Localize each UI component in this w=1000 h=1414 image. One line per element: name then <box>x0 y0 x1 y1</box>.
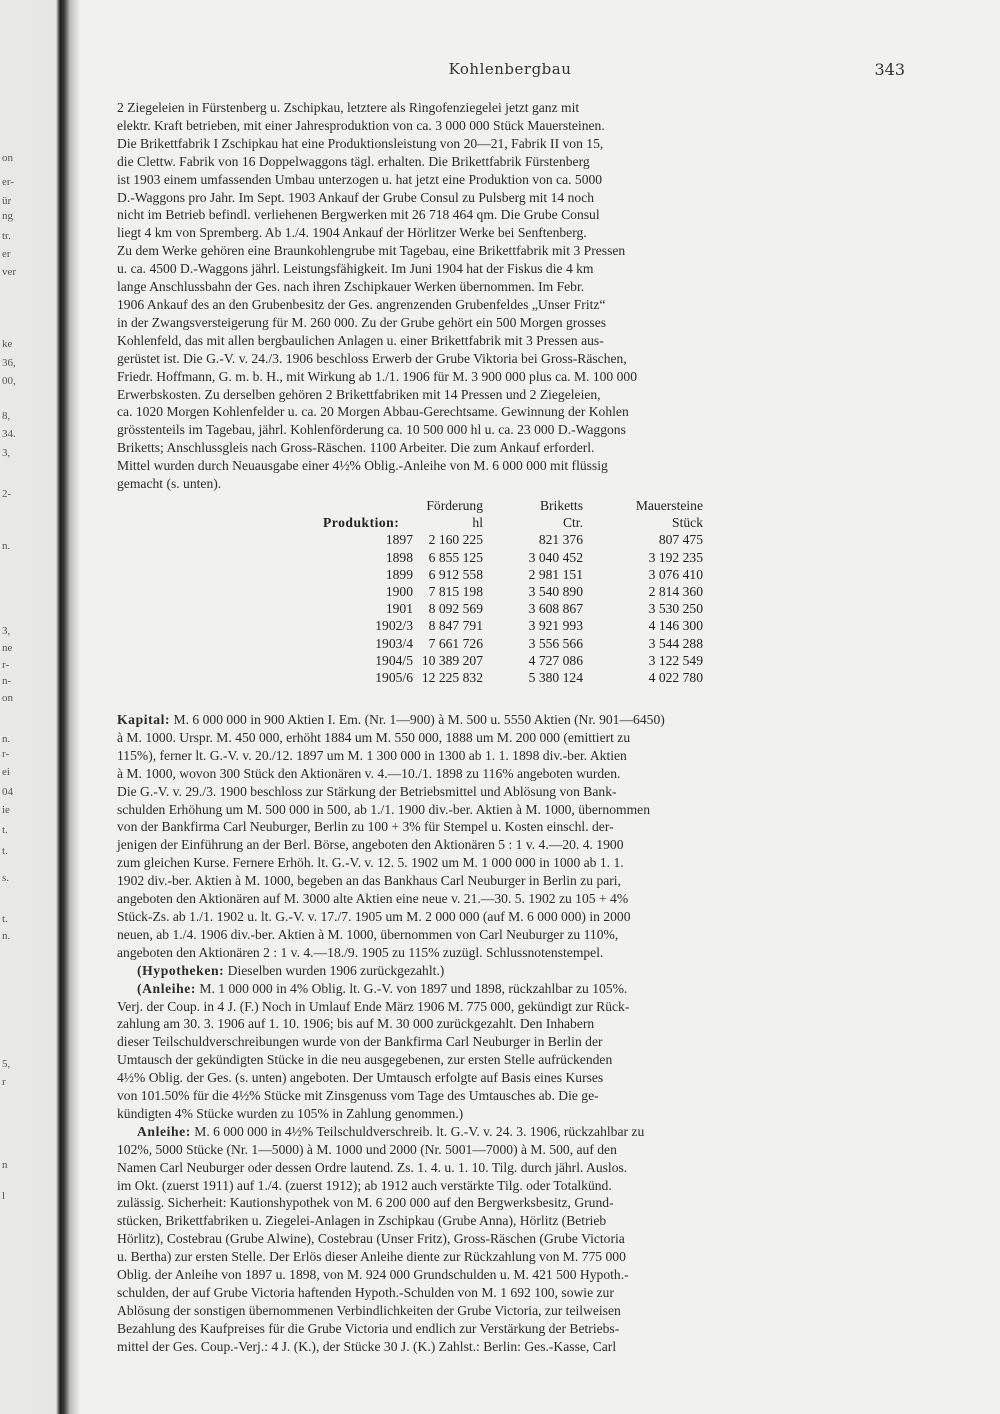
text-line: ist 1903 einem umfassenden Umbau unterzogen u. hat jetzt eine Produktion von ca. 5000 <box>117 171 603 187</box>
text-line: von 101.50% für die 4½% Stücke mit Zinsgenuss vom Tage des Umtausches ab. Die ge- <box>117 1088 599 1104</box>
value-cell: 3 122 549 <box>648 652 703 668</box>
margin-fragment: l <box>2 1190 6 1202</box>
margin-fragment: t. <box>2 845 8 857</box>
text-line: Ablösung der sonstigen übernommenen Verbindlichkeiten der Grube Victoria, zur teilweisen <box>117 1302 621 1318</box>
margin-fragment: n. <box>2 540 11 552</box>
text-line: kündigten 4% Stücke wurden zu 105% in Zahlung genommen.) <box>117 1105 464 1121</box>
header-cell: Mauersteine <box>635 498 703 513</box>
text-line: schulden, der auf Grube Victoria haftenden Hypoth.-Schulden von M. 1 692 100, sowie zur <box>117 1285 614 1300</box>
value-cell: 3 544 288 <box>648 635 703 651</box>
table-row <box>323 617 723 634</box>
text-line: lange Anschlussbahn der Ges. nach ihren Zschipkauer Werken übernommen. Im Febr. <box>117 279 585 295</box>
text-line: Umtausch der gekündigten Stücke in die neu ausgegebenen, zur ersten Stelle aufrückenden <box>117 1052 613 1068</box>
text-line: à M. 1000. Urspr. M. 450 000, erhöht 1884 um M. 550 000, 1888 um M. 200 000 (emittiert zu <box>117 729 631 745</box>
value-cell: 5 380 124 <box>528 669 583 685</box>
unit-cell: Ctr. <box>562 515 583 531</box>
production-label: Produktion: <box>323 515 400 531</box>
margin-fragment: ng <box>2 210 13 222</box>
value-cell: 3 076 410 <box>648 566 703 582</box>
unit-cell: Stück <box>672 515 703 531</box>
text-line: zulässig. Sicherheit: Kautionshypothek von M. 6 200 000 auf den Bergwerksbesitz, Grund- <box>117 1195 614 1211</box>
table-row <box>323 531 723 548</box>
production-table <box>323 497 723 686</box>
table-row <box>323 549 723 566</box>
text-line: zahlung am 30. 3. 1906 auf 1. 10. 1906; bis auf M. 30 000 zurückgezahlt. Den Inhabern <box>117 1016 595 1032</box>
margin-fragment: r- <box>2 748 10 760</box>
hypotheken-text: Dieselben wurden 1906 zurückgezahlt.) <box>224 962 445 978</box>
margin-fragment: ie <box>2 804 10 816</box>
anleihe-new-label: Anleihe: <box>137 1123 191 1139</box>
margin-fragment: t. <box>2 824 8 836</box>
value-cell: 7 661 726 <box>428 635 483 651</box>
text-line: neuen, ab 1./4. 1906 div.-ber. Aktien à M. 1000, übernommen von Carl Neuburger zu 110%, <box>117 926 619 942</box>
text-line: 4½% Oblig. der Ges. (s. unten) angeboten. Der Umtausch erfolgte auf Basis eines Kurses <box>117 1070 604 1086</box>
text-line: D.-Waggons pro Jahr. Im Sept. 1903 Ankauf der Grube Consul zu Pulsberg mit 14 noch <box>117 189 595 205</box>
margin-fragment: s. <box>2 872 10 884</box>
value-cell: 807 475 <box>658 532 703 548</box>
value-cell: 821 376 <box>538 532 583 548</box>
year-cell: 1905/6 <box>375 669 413 685</box>
text-line: im Okt. (zuerst 1911) auf 1./4. (zuerst 1912); ab 1912 auch verstärkte Tilg. oder Totalkünd. <box>117 1177 612 1193</box>
value-cell: 12 225 832 <box>421 669 483 685</box>
margin-fragment: ke <box>2 338 13 350</box>
text-line: Die G.-V. v. 29./3. 1900 beschloss zur Stärkung der Betriebsmittel und Ablösung von Bank- <box>117 783 617 799</box>
hypotheken-label: (Hypotheken: <box>137 962 225 978</box>
text-line: Hörlitz), Costebrau (Grube Alwine), Costebrau (Unser Fritz), Gross-Räschen (Grube Victoria <box>117 1231 625 1247</box>
value-cell: 6 855 125 <box>428 549 483 565</box>
margin-fragment: n. <box>2 930 11 942</box>
table-body <box>323 531 723 686</box>
margin-fragment: n. <box>2 733 11 745</box>
year-cell: 1900 <box>385 583 413 599</box>
text-line: mittel der Ges. Coup.-Verj.: 4 J. (K.), der Stücke 30 J. (K.) Zahlst.: Berlin: Ges.-Kasse, Carl <box>117 1338 617 1354</box>
margin-fragment: ei <box>2 766 10 778</box>
text-line: grösstenteils im Tagebau, jährl. Kohlenförderung ca. 10 500 000 hl u. ca. 23 000 D.-Waggons <box>117 422 626 438</box>
value-cell: 8 092 569 <box>428 601 483 617</box>
value-cell: 2 814 360 <box>648 583 703 599</box>
previous-page-margin <box>0 0 30 1414</box>
page-number: 343 <box>874 60 905 79</box>
value-cell: 6 912 558 <box>428 566 483 582</box>
anleihe-old-lines <box>117 998 907 1123</box>
year-cell: 1904/5 <box>375 652 413 668</box>
table-unit-row <box>323 514 723 531</box>
text-line: in der Zwangsversteigerung für M. 260 000. Zu der Grube gehört ein 500 Morgen grosses <box>117 314 607 330</box>
text-line: Zu dem Werke gehören eine Braunkohlengrube mit Tagebau, eine Brikettfabrik mit 3 Pressen <box>117 243 626 259</box>
text-line: Erwerbskosten. Zu derselben gehören 2 Brikettfabriken mit 14 Pressen und 2 Ziegeleien, <box>117 386 601 402</box>
text-line: Verj. der Coup. in 4 J. (F.) Noch in Umlauf Ende März 1906 M. 775 000, gekündigt zur Rück- <box>117 998 630 1014</box>
margin-fragment: n <box>2 1159 8 1171</box>
value-cell: 3 608 867 <box>528 601 583 617</box>
table-row <box>323 583 723 600</box>
text-line: liegt 4 km von Spremberg. Ab 1./4. 1904 Ankauf der Hörlitzer Werke bei Senftenberg. <box>117 225 587 241</box>
text-line: nicht im Betrieb befindl. verliehenen Bergwerken mit 26 718 464 qm. Die Grube Consul <box>117 207 600 223</box>
text-line: stücken, Brikettfabriken u. Ziegelei-Anlagen in Zschipkau (Grube Anna), Hörlitz (Betrieb <box>117 1213 607 1229</box>
table-header-row <box>323 497 723 514</box>
margin-fragment: 00, <box>2 375 16 387</box>
text-line: Namen Carl Neuburger oder dessen Ordre lautend. Zs. 1. 4. u. 1. 10. Tilg. durch jährl. Auslos. <box>117 1159 628 1175</box>
margin-fragment: 3, <box>2 625 11 637</box>
value-cell: 2 160 225 <box>428 532 483 548</box>
value-cell: 3 530 250 <box>648 601 703 617</box>
running-head: Kohlenbergbau <box>448 60 572 78</box>
text-line: 115%), ferner lt. G.-V. v. 20./12. 1897 um M. 1 300 000 in 1300 ab 1. 1. 1898 div.-ber. Aktien <box>117 747 627 763</box>
value-cell: 3 921 993 <box>528 618 583 634</box>
text-line: ca. 1020 Morgen Kohlenfelder u. ca. 20 Morgen Abbau-Gerechtsame. Gewinnung der Kohlen <box>117 404 629 420</box>
margin-fragment: 04 <box>2 786 13 798</box>
value-cell: 4 146 300 <box>648 618 703 634</box>
margin-fragment: er- <box>2 176 14 188</box>
text-line: Kohlenfeld, das mit allen bergbaulichen Anlagen u. einer Brikettfabrik mit 3 Pressen aus- <box>117 332 604 348</box>
intro-paragraph <box>117 99 907 493</box>
margin-fragment: n- <box>2 675 12 687</box>
kapital-lines <box>117 729 907 962</box>
unit-cell: hl <box>472 515 483 531</box>
value-cell: 4 727 086 <box>528 652 583 668</box>
text-line: die Clettw. Fabrik von 16 Doppelwaggons tägl. erhalten. Die Brikettfabrik Fürstenberg <box>117 153 590 169</box>
table-row <box>323 635 723 652</box>
anleihe-old-label: (Anleihe: <box>137 980 197 996</box>
margin-fragment: on <box>2 152 13 164</box>
anleihe-new-lines <box>117 1141 907 1356</box>
margin-fragment: ne <box>2 642 13 654</box>
text-line: Stück-Zs. ab 1./1. 1902 u. lt. G.-V. v. 17./7. 1905 um M. 2 000 000 (auf M. 6 000 000) in 2000 <box>117 908 631 924</box>
margin-fragment: ver <box>2 266 17 278</box>
text-line: von der Bankfirma Carl Neuburger, Berlin zu 100 + 3% für Stempel u. Kosten einschl. der- <box>117 819 614 835</box>
text-line: Die Brikettfabrik I Zschipkau hat eine Produktionsleistung von 20—21, Fabrik II von 15, <box>117 135 604 151</box>
anleihe-new-first-line: M. 6 000 000 in 4½% Teilschuldverschreib. lt. G.-V. v. 24. 3. 1906, rückzahlbar zu <box>190 1123 645 1139</box>
margin-fragment: t. <box>2 913 8 925</box>
margin-fragment: r <box>2 1076 6 1088</box>
value-cell: 7 815 198 <box>428 583 483 599</box>
table-row <box>323 600 723 617</box>
margin-fragment: ür <box>2 195 12 207</box>
margin-fragment: 5, <box>2 1058 11 1070</box>
value-cell: 2 981 151 <box>528 566 583 582</box>
page-header <box>115 60 905 84</box>
text-line: 1902 div.-ber. Aktien à M. 1000, begeben an das Bankhaus Carl Neuburger in Berlin zu pari, <box>117 873 621 889</box>
table-row <box>323 652 723 669</box>
text-line: u. ca. 4500 D.-Waggons jährl. Leistungsfähigkeit. Im Juni 1904 hat der Fiskus die 4 km <box>117 261 594 277</box>
margin-fragment: tr. <box>2 230 11 242</box>
margin-fragment: on <box>2 692 13 704</box>
year-cell: 1899 <box>385 566 413 582</box>
text-line: schulden Erhöhung um M. 500 000 in 500, ab 1./1. 1900 div.-ber. Aktien à M. 1000, übernommen <box>117 801 650 817</box>
value-cell: 3 540 890 <box>528 583 583 599</box>
table-row <box>323 669 723 686</box>
value-cell: 8 847 791 <box>428 618 483 634</box>
margin-fragment: 3, <box>2 447 11 459</box>
year-cell: 1902/3 <box>375 618 413 634</box>
text-line: dieser Teilschuldverschreibungen wurde von der Bankfirma Carl Neuburger in Berlin der <box>117 1034 603 1050</box>
text-line: Bezahlung des Kaufpreises für die Grube Victoria und endlich zur Verstärkung der Betriebs- <box>117 1320 620 1336</box>
text-line: Oblig. der Anleihe von 1897 u. 1898, von M. 924 000 Grundschulden u. M. 421 500 Hypoth.- <box>117 1267 629 1283</box>
margin-fragment: r- <box>2 659 10 671</box>
text-line: Mittel wurden durch Neuausgabe einer 4½% Oblig.-Anleihe von M. 6 000 000 mit flüssig <box>117 458 608 474</box>
margin-fragment: 8, <box>2 410 11 422</box>
margin-fragment: 34. <box>2 428 16 440</box>
text-line: 1906 Ankauf des an den Grubenbesitz der Ges. angrenzenden Grubenfeldes „Unser Fritz“ <box>117 296 606 312</box>
kapital-label: Kapital: <box>117 712 171 727</box>
text-line: 102%, 5000 Stücke (Nr. 1—5000) à M. 1000 und 2000 (Nr. 5001—7000) à M. 500, auf den <box>117 1141 617 1157</box>
value-cell: 3 040 452 <box>528 549 583 565</box>
text-line: gerüstet ist. Die G.-V. v. 24./3. 1906 beschloss Erwerb der Grube Viktoria bei Gross-Räschen, <box>117 350 627 366</box>
text-line: gemacht (s. unten). <box>117 476 222 492</box>
anleihe-old-first-line: M. 1 000 000 in 4% Oblig. lt. G.-V. von 1897 und 1898, rückzahlbar zu 105%. <box>196 980 628 996</box>
text-line: jenigen der Einführung an der Berl. Börse, angeboten den Aktionären 5 : 1 v. 4.—20. 4. 1900 <box>117 837 624 853</box>
margin-fragment: er <box>2 248 11 260</box>
text-line: Friedr. Hoffmann, G. m. b. H., mit Wirkung ab 1./1. 1906 für M. 3 900 000 plus ca. M. 100 000 <box>117 368 638 384</box>
value-cell: 4 022 780 <box>648 669 703 685</box>
year-cell: 1897 <box>385 532 413 548</box>
margin-fragment: 36, <box>2 357 16 369</box>
value-cell: 3 556 566 <box>528 635 583 651</box>
header-cell: Förderung <box>426 498 483 513</box>
margin-fragment: 2- <box>2 488 12 500</box>
value-cell: 3 192 235 <box>648 549 703 565</box>
text-line: u. Bertha) zur ersten Stelle. Der Erlös dieser Anleihe diente zur Rückzahlung von M. 775 000 <box>117 1249 626 1265</box>
header-cell <box>323 497 413 514</box>
kapital-first-line: M. 6 000 000 in 900 Aktien I. Em. (Nr. 1—900) à M. 500 u. 5550 Aktien (Nr. 901—6450) <box>170 712 665 727</box>
text-line: angeboten den Aktionären 2 : 1 v. 4.—18./9. 1905 zu 115% zuzügl. Schlussnotenstempel. <box>117 944 604 960</box>
text-line: angeboten den Aktionären auf M. 3000 alte Aktien eine neue v. 21.—30. 5. 1902 zu 105 + 4% <box>117 891 629 907</box>
text-line: 2 Ziegeleien in Fürstenberg u. Zschipkau, letztere als Ringofenziegelei jetzt ganz mit <box>117 100 580 115</box>
text-line: elektr. Kraft betrieben, mit einer Jahresproduktion von ca. 3 000 000 Stück Mauersteinen. <box>117 117 605 133</box>
year-cell: 1898 <box>385 549 413 565</box>
text-line: zum gleichen Kurse. Fernere Erhöh. lt. G.-V. v. 12. 5. 1902 um M. 1 000 000 in 1000 ab 1. 1. <box>117 855 624 871</box>
year-cell: 1903/4 <box>375 635 413 651</box>
value-cell: 10 389 207 <box>421 652 483 668</box>
header-cell: Briketts <box>539 498 583 513</box>
text-line: Briketts; Anschlussgleis nach Gross-Räschen. 1100 Arbeiter. Die zum Ankauf erforderl. <box>117 440 595 456</box>
year-cell: 1901 <box>385 601 413 617</box>
kapital-section <box>117 711 907 1356</box>
text-line: à M. 1000, wovon 300 Stück den Aktionären v. 4.—10./1. 1898 zu 116% angeboten wurden. <box>117 765 621 781</box>
table-row <box>323 566 723 583</box>
